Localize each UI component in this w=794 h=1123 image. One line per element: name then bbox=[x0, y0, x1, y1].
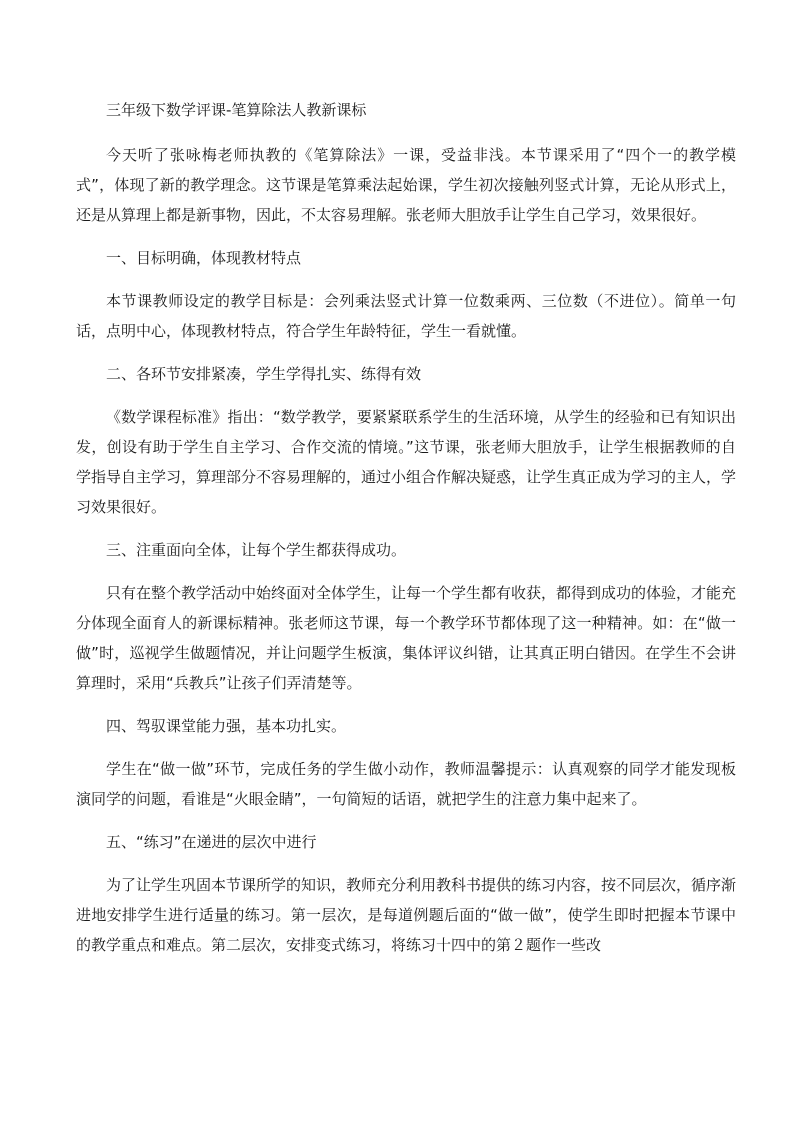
paragraph: 为了让学生巩固本节课所学的知识，教师充分利用教科书提供的练习内容，按不同层次，循序渐进地安排学生进行适量的练习。第一层次，是每道例题后面的“做一做”，使学生即时把握本节课中的教学重点和难点。第二层次，安排变式练习，将练习十四中的第２题作一些改 bbox=[76, 876, 737, 954]
section-heading: 五、“练习”在递进的层次中进行 bbox=[106, 833, 317, 851]
paragraph: 今天听了张咏梅老师执教的《笔算除法》一课，受益非浅。本节课采用了“四个一的教学模式”，体现了新的教学理念。这节课是笔算乘法起始课，学生初次接触列竖式计算，无论从形式上，还是从算理上都是新事物，因此，不太容易理解。张老师大胆放手让学生自己学习，效果很好。 bbox=[76, 146, 736, 224]
document-title: 三年级下数学评课-笔算除法人教新课标 bbox=[106, 101, 367, 119]
document-body bbox=[76, 95, 736, 973]
paragraph: 《数学课程标准》指出：“数学教学，要紧紧联系学生的生活环境，从学生的经验和已有知识出发，创设有助于学生自主学习、合作交流的情境。”这节课，张老师大胆放手，让学生根据教师的自学指导自主学习，算理部分不容易理解的，通过小组合作解决疑惑，让学生真正成为学习的主人，学习效果很好。 bbox=[76, 408, 737, 516]
paragraph: 本节课教师设定的教学目标是：会列乘法竖式计算一位数乘两、三位数（不进位）。简单一句话，点明中心，体现教材特点，符合学生年龄特征，学生一看就懂。 bbox=[76, 292, 736, 340]
section-heading: 二、各环节安排紧凑，学生学得扎实、练得有效 bbox=[106, 365, 422, 383]
section-heading: 三、注重面向全体，让每个学生都获得成功。 bbox=[106, 541, 407, 559]
document-blocks bbox=[76, 140, 736, 960]
section-heading: 四、驾驭课堂能力强，基本功扎实。 bbox=[106, 717, 347, 735]
paragraph: 学生在“做一做”环节，完成任务的学生做小动作，教师温馨提示：认真观察的同学才能发现板演同学的问题，看谁是“火眼金睛”，一句简短的话语，就把学生的注意力集中起来了。 bbox=[76, 760, 736, 808]
section-heading: 一、目标明确，体现教材特点 bbox=[106, 249, 302, 267]
paragraph: 只有在整个教学活动中始终面对全体学生，让每一个学生都有收获，都得到成功的体验，才能充分体现全面育人的新课标精神。张老师这节课，每一个教学环节都体现了这一种精神。如：在“做一做”时，巡视学生做题情况，并让问题学生板演，集体评议纠错，让其真正明白错因。在学生不会讲算理时，采用“兵教兵”让孩子们弄清楚等。 bbox=[76, 584, 737, 692]
